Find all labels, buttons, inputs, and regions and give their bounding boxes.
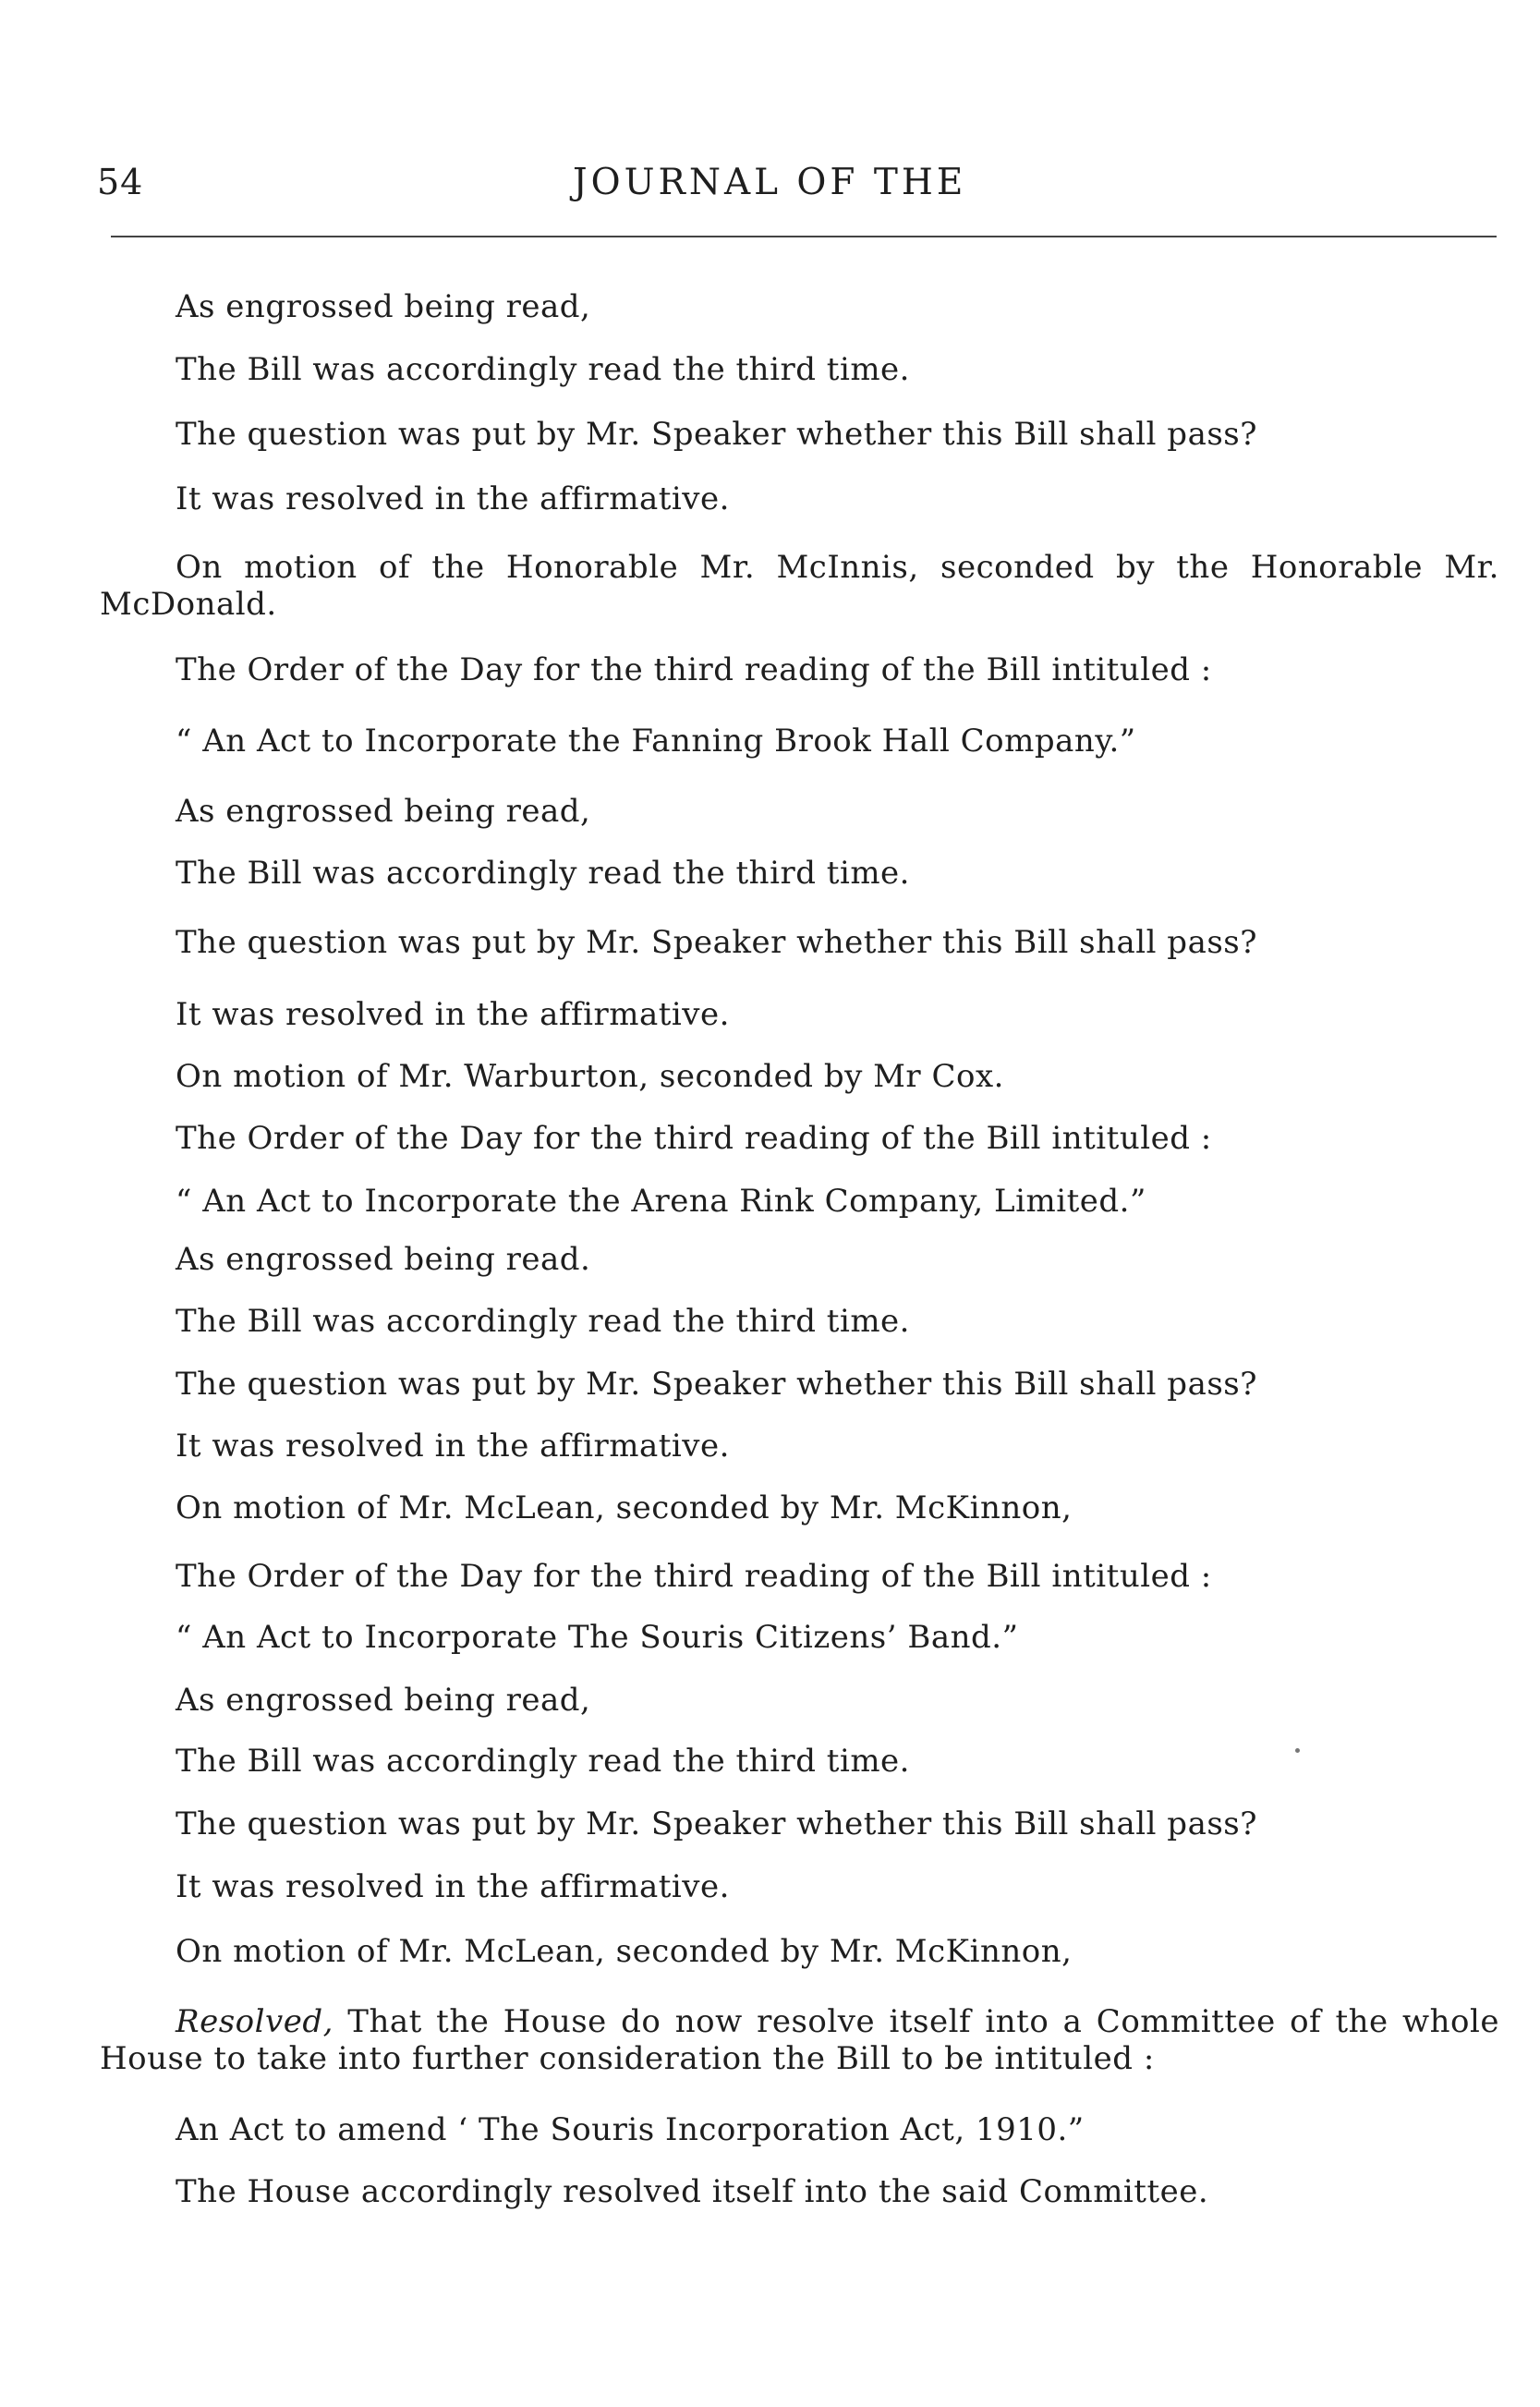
resolved-label: Resolved, [176,2003,333,2040]
paragraph: As engrossed being read, [176,793,591,830]
bill-title: “ An Act to Incorporate the Fanning Brook Hall Company.” [176,723,1136,760]
resolution-text: That the House do now resolve itself into a Committee of the whole House to take into further consideration the Bill to be intituled : [100,2003,1500,2077]
paragraph: It was resolved in the affirmative. [176,480,730,517]
bill-title: “ An Act to Incorporate the Arena Rink Company, Limited.” [176,1183,1146,1220]
paragraph: The question was put by Mr. Speaker whether this Bill shall pass? [176,1805,1257,1842]
paragraph: It was resolved in the affirmative. [176,1428,730,1465]
running-head: JOURNAL OF THE [573,162,967,203]
page-header [97,162,1501,217]
paragraph: As engrossed being read, [176,288,591,325]
motion-paragraph: On motion of the Honorable Mr. McInnis, seconded by the Honorable Mr. McDonald. [100,549,1499,623]
paragraph: The question was put by Mr. Speaker whether this Bill shall pass? [176,1366,1257,1403]
page-number: 54 [97,162,144,202]
print-speck [1295,1748,1300,1753]
paragraph: The Bill was accordingly read the third time. [176,351,910,388]
header-rule [111,236,1497,237]
paragraph: The House accordingly resolved itself into the said Committee. [176,2173,1209,2210]
resolution-paragraph [100,2003,1499,2077]
paragraph: The Order of the Day for the third reading of the Bill intituled : [176,1120,1212,1157]
paragraph: It was resolved in the affirmative. [176,1868,730,1905]
paragraph: As engrossed being read, [176,1682,591,1719]
bill-title: “ An Act to Incorporate The Souris Citizens’ Band.” [176,1619,1019,1656]
bill-title: An Act to amend ‘ The Souris Incorporation Act, 1910.” [176,2111,1085,2148]
paragraph: On motion of Mr. McLean, seconded by Mr. McKinnon, [176,1933,1073,1970]
paragraph: On motion of Mr. Warburton, seconded by Mr Cox. [176,1058,1004,1095]
paragraph: The Order of the Day for the third reading of the Bill intituled : [176,651,1212,688]
paragraph: It was resolved in the affirmative. [176,996,730,1033]
paragraph: The Order of the Day for the third reading of the Bill intituled : [176,1558,1212,1595]
paragraph: The Bill was accordingly read the third time. [176,1743,910,1780]
paragraph: The Bill was accordingly read the third time. [176,855,910,892]
paragraph: As engrossed being read. [176,1241,591,1278]
paragraph: The question was put by Mr. Speaker whether this Bill shall pass? [176,924,1257,961]
paragraph: The Bill was accordingly read the third time. [176,1303,910,1340]
paragraph: On motion of Mr. McLean, seconded by Mr. McKinnon, [176,1489,1073,1526]
paragraph: The question was put by Mr. Speaker whether this Bill shall pass? [176,416,1257,453]
